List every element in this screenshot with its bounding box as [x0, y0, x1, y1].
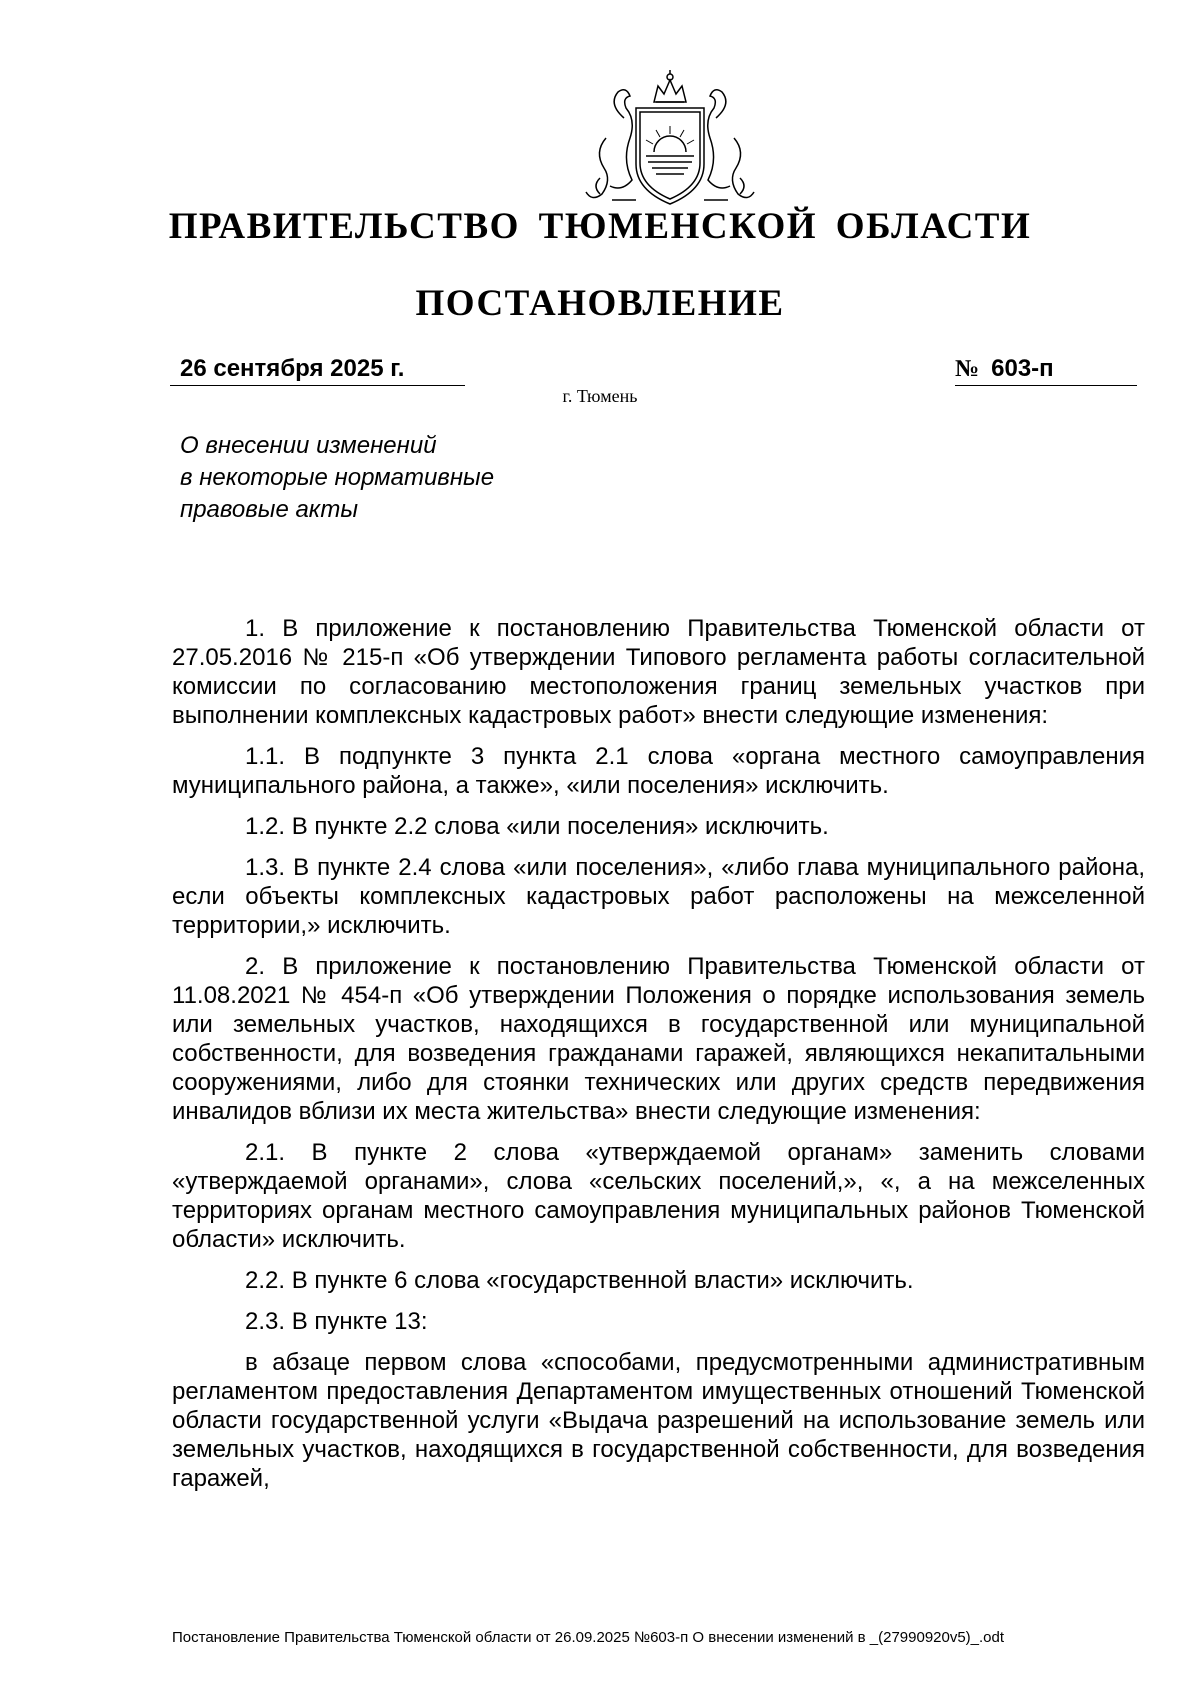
coat-of-arms-emblem — [572, 68, 768, 213]
body-paragraph: в абзаце первом слова «способами, предусмотренными административным регламентом предоставления Департаментом имущественных отношений Тюменской области государственной услуги «Выдача разрешений на использование земель или земельных участков, находящихся в государственной собственности, для возведения гаражей, — [172, 1349, 1145, 1492]
subject-line: правовые акты — [180, 496, 359, 523]
number-sign: № — [955, 356, 980, 382]
page-footer: Постановление Правительства Тюменской области от 26.09.2025 №603-п О внесении изменений в _(27990920v5)_.odt — [172, 1629, 1005, 1646]
body-paragraph: 2.2. В пункте 6 слова «государственной власти» исключить. — [245, 1267, 914, 1294]
document-number: 603-п — [991, 355, 1054, 382]
document-type: ПОСТАНОВЛЕНИЕ — [415, 283, 785, 324]
body-paragraph: 1.1. В подпункте 3 пункта 2.1 слова «органа местного самоуправления муниципального района, а также», «или поселения» исключить. — [172, 743, 1145, 799]
government-title: ПРАВИТЕЛЬСТВО ТЮМЕНСКОЙ ОБЛАСТИ — [168, 206, 1032, 247]
subject-line: в некоторые нормативные — [180, 464, 495, 491]
body-paragraph: 1.3. В пункте 2.4 слова «или поселения», «либо глава муниципального района, если объекты комплексных кадастровых работ расположены на межселенной территории,» исключить. — [172, 854, 1145, 939]
body-paragraph: 1.2. В пункте 2.2 слова «или поселения» исключить. — [245, 813, 829, 840]
document-body — [172, 614, 1145, 1505]
body-paragraph: 2.1. В пункте 2 слова «утверждаемой органам» заменить словами «утверждаемой органами», слова «сельских поселений,», «, а на межселенных территориях органам местного самоуправления муниципальных районов Тюменской области» исключить. — [172, 1139, 1145, 1253]
city: г. Тюмень — [562, 386, 638, 406]
body-paragraph: 2.3. В пункте 13: — [245, 1308, 428, 1335]
body-paragraph: 2. В приложение к постановлению Правительства Тюменской области от 11.08.2021 № 454-п «Об утверждении Положения о порядке использования земель или земельных участков, находящихся в государственной или муниципальной собственности, для возведения гражданами гаражей, являющихся некапитальными сооружениями, либо для стоянки технических или других средств передвижения инвалидов вблизи их места жительства» внести следующие изменения: — [172, 953, 1145, 1125]
subject-line: О внесении изменений — [180, 432, 437, 459]
document-date: 26 сентября 2025 г. — [170, 355, 465, 386]
body-paragraph: 1. В приложение к постановлению Правительства Тюменской области от 27.05.2016 № 215-п «Об утверждении Типового регламента работы согласительной комиссии по согласованию местоположения границ земельных участков при выполнении комплексных кадастровых работ» внести следующие изменения: — [172, 615, 1145, 729]
document-subject — [180, 430, 494, 526]
document-number-field — [955, 355, 1137, 386]
